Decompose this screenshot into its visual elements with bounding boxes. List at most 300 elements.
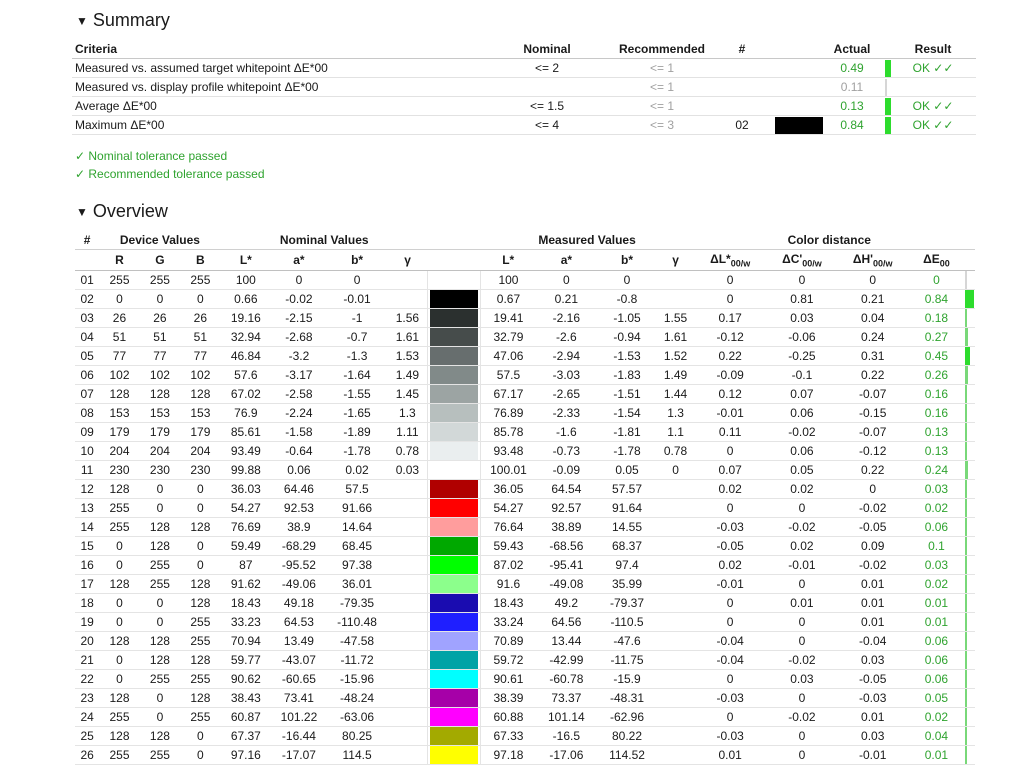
- color-swatch: [430, 366, 478, 384]
- table-row: [75, 385, 975, 404]
- measured-a-cell: 101.14: [536, 708, 597, 727]
- collapse-triangle-icon: ▼: [76, 13, 88, 28]
- delta-l-cell: 0: [694, 499, 767, 518]
- measured-b-cell: 35.99: [597, 575, 658, 594]
- delta-e-cell: 0.02: [908, 499, 965, 518]
- delta-h-cell: 0.03: [837, 651, 908, 670]
- delta-e-cell: 0.03: [908, 480, 965, 499]
- nominal-a-cell: -16.44: [271, 727, 327, 746]
- measured-gamma-cell: 1.1: [657, 423, 693, 442]
- delta-e-bar: [965, 594, 967, 612]
- device-g-cell: 153: [140, 404, 180, 423]
- delta-l-cell: -0.01: [694, 404, 767, 423]
- delta-l-cell: 0: [694, 442, 767, 461]
- nominal-a-cell: -60.65: [271, 670, 327, 689]
- delta-l-cell: 0.17: [694, 309, 767, 328]
- device-r-cell: 0: [99, 670, 139, 689]
- table-row: [75, 423, 975, 442]
- delta-e-bar-cell: [965, 309, 975, 328]
- measured-a-cell: 64.56: [536, 613, 597, 632]
- measured-b-cell: -48.31: [597, 689, 658, 708]
- measured-b-cell: -15.9: [597, 670, 658, 689]
- measured-b-cell: 68.37: [597, 537, 658, 556]
- swatch-cell: [428, 366, 481, 385]
- nominal-b-cell: -1.64: [327, 366, 388, 385]
- table-row: [75, 461, 975, 480]
- device-b-cell: 0: [180, 537, 220, 556]
- measured-gamma-cell: [657, 537, 693, 556]
- delta-e-bar: [965, 556, 967, 574]
- device-b-cell: 128: [180, 518, 220, 537]
- delta-e-bar: [965, 613, 967, 631]
- color-swatch: [430, 594, 478, 612]
- delta-l-cell: 0: [694, 594, 767, 613]
- delta-e-cell: 0.24: [908, 461, 965, 480]
- device-g-cell: 0: [140, 594, 180, 613]
- swatch-cell: [428, 404, 481, 423]
- nominal-l-cell: 59.77: [221, 651, 272, 670]
- delta-h-cell: -0.02: [837, 556, 908, 575]
- device-b-cell: 128: [180, 689, 220, 708]
- delta-e-bar-cell: [965, 347, 975, 366]
- nominal-a-cell: -49.06: [271, 575, 327, 594]
- recommended-header: Recommended: [612, 40, 712, 59]
- nominal-l-cell: 67.02: [221, 385, 272, 404]
- delta-e-bar: [965, 385, 967, 403]
- delta-e-bar-cell: [965, 461, 975, 480]
- delta-e-cell: 0.16: [908, 404, 965, 423]
- device-g-cell: 179: [140, 423, 180, 442]
- delta-c-cell: 0: [767, 727, 838, 746]
- num-cell: 16: [75, 556, 99, 575]
- delta-e-bar-cell: [965, 271, 975, 290]
- nominal-a-cell: 13.49: [271, 632, 327, 651]
- measured-gamma-cell: [657, 575, 693, 594]
- measured-l-cell: 19.41: [480, 309, 536, 328]
- delta-l-cell: -0.04: [694, 632, 767, 651]
- recommended-cell: <= 1: [612, 59, 712, 78]
- measured-a-cell: -68.56: [536, 537, 597, 556]
- delta-e-bar: [965, 518, 967, 536]
- device-b-cell: 153: [180, 404, 220, 423]
- table-row: [75, 746, 975, 765]
- measured-l-cell: 100.01: [480, 461, 536, 480]
- delta-e-cell: 0.84: [908, 290, 965, 309]
- nominal-a-cell: -17.07: [271, 746, 327, 765]
- nominal-gamma-cell: 0.03: [387, 461, 427, 480]
- swatch-cell: [772, 78, 822, 97]
- device-r-cell: 128: [99, 575, 139, 594]
- measured-gamma-cell: 1.44: [657, 385, 693, 404]
- swatch-cell: [428, 328, 481, 347]
- nominal-a-cell: 92.53: [271, 499, 327, 518]
- device-r-cell: 255: [99, 746, 139, 765]
- measured-b-cell: -1.81: [597, 423, 658, 442]
- measured-a-cell: -0.09: [536, 461, 597, 480]
- status-bar-cell: [882, 59, 890, 78]
- nominal-l-cell: 97.16: [221, 746, 272, 765]
- delta-e-cell: 0.1: [908, 537, 965, 556]
- nominal-gamma-cell: 1.56: [387, 309, 427, 328]
- status-bar-cell: [882, 78, 890, 97]
- result-cell: [890, 78, 976, 97]
- nominal-a-cell: -2.15: [271, 309, 327, 328]
- delta-e-bar: [965, 746, 967, 764]
- num-cell: 02: [712, 116, 772, 135]
- delta-e-bar: [965, 309, 967, 327]
- delta-e-bar-cell: [965, 442, 975, 461]
- measured-l-cell: 36.05: [480, 480, 536, 499]
- num-cell: 03: [75, 309, 99, 328]
- delta-e-bar: [965, 347, 970, 365]
- delta-c-cell: 0.81: [767, 290, 838, 309]
- measured-l-cell: 76.64: [480, 518, 536, 537]
- device-r-cell: 255: [99, 708, 139, 727]
- measured-l-cell: 70.89: [480, 632, 536, 651]
- device-g-cell: 255: [140, 670, 180, 689]
- delta-e-cell: 0.16: [908, 385, 965, 404]
- delta-h-cell: 0.04: [837, 309, 908, 328]
- table-row: [75, 518, 975, 537]
- num-cell: 08: [75, 404, 99, 423]
- delta-e-bar: [965, 632, 967, 650]
- num-header: #: [712, 40, 772, 59]
- measured-l-cell: 91.6: [480, 575, 536, 594]
- color-swatch: [430, 518, 478, 536]
- device-r-cell: 255: [99, 271, 139, 290]
- col-nominal-l-header: L*: [221, 250, 272, 271]
- swatch-cell: [428, 575, 481, 594]
- delta-e-bar-cell: [965, 651, 975, 670]
- delta-e-cell: 0.26: [908, 366, 965, 385]
- delta-e-bar: [965, 537, 967, 555]
- device-g-cell: 102: [140, 366, 180, 385]
- nominal-b-cell: 114.5: [327, 746, 388, 765]
- measured-gamma-cell: 1.49: [657, 366, 693, 385]
- device-b-cell: 128: [180, 575, 220, 594]
- table-row: [75, 499, 975, 518]
- measured-l-cell: 76.89: [480, 404, 536, 423]
- delta-e-bar-cell: [965, 689, 975, 708]
- swatch-cell: [428, 442, 481, 461]
- device-r-cell: 153: [99, 404, 139, 423]
- delta-h-cell: 0.31: [837, 347, 908, 366]
- table-row: [75, 480, 975, 499]
- device-b-cell: 230: [180, 461, 220, 480]
- num-cell: 15: [75, 537, 99, 556]
- nominal-b-cell: 36.01: [327, 575, 388, 594]
- col-delta-l-header: $\Delta L*_{00/w}$: [694, 250, 767, 271]
- delta-l-cell: 0.07: [694, 461, 767, 480]
- table-row: [75, 651, 975, 670]
- overview-title: Overview: [92, 201, 168, 221]
- num-cell: [712, 59, 772, 78]
- delta-c-cell: 0.03: [767, 309, 838, 328]
- measured-a-cell: -60.78: [536, 670, 597, 689]
- delta-h-cell: -0.05: [837, 670, 908, 689]
- nominal-a-cell: -2.24: [271, 404, 327, 423]
- device-r-cell: 128: [99, 727, 139, 746]
- device-b-cell: 0: [180, 727, 220, 746]
- measured-a-cell: 13.44: [536, 632, 597, 651]
- nominal-gamma-cell: 1.45: [387, 385, 427, 404]
- nominal-b-cell: -1.55: [327, 385, 388, 404]
- summary-header-row: [72, 40, 976, 59]
- nominal-b-cell: 91.66: [327, 499, 388, 518]
- swatch-cell: [428, 423, 481, 442]
- measured-a-cell: -2.16: [536, 309, 597, 328]
- device-g-cell: 0: [140, 499, 180, 518]
- nominal-gamma-cell: [387, 537, 427, 556]
- num-cell: 18: [75, 594, 99, 613]
- table-row: [75, 613, 975, 632]
- nominal-gamma-cell: [387, 518, 427, 537]
- col-delta-c-header: $\Delta C'_{00/w}$: [767, 250, 838, 271]
- delta-h-cell: -0.02: [837, 499, 908, 518]
- measured-b-cell: -47.6: [597, 632, 658, 651]
- delta-e-bar-cell: [965, 575, 975, 594]
- table-row: [75, 366, 975, 385]
- swatch-cell: [428, 670, 481, 689]
- swatch-cell: [428, 347, 481, 366]
- delta-h-cell: 0.01: [837, 594, 908, 613]
- criteria-cell: Measured vs. assumed target whitepoint ΔE*00: [72, 59, 482, 78]
- summary-section-toggle[interactable]: [76, 10, 170, 31]
- num-cell: 04: [75, 328, 99, 347]
- nominal-gamma-cell: [387, 746, 427, 765]
- criteria-cell: Maximum ΔE*00: [72, 116, 482, 135]
- device-g-cell: 0: [140, 290, 180, 309]
- measured-gamma-cell: 0.78: [657, 442, 693, 461]
- delta-e-bar: [965, 708, 967, 726]
- nominal-l-cell: 60.87: [221, 708, 272, 727]
- nominal-a-cell: 38.9: [271, 518, 327, 537]
- device-g-cell: 128: [140, 537, 180, 556]
- table-row: [75, 442, 975, 461]
- device-g-cell: 128: [140, 651, 180, 670]
- delta-e-cell: 0.06: [908, 651, 965, 670]
- delta-l-cell: 0: [694, 271, 767, 290]
- measured-b-cell: -1.54: [597, 404, 658, 423]
- color-swatch: [430, 575, 478, 593]
- color-swatch: [430, 499, 478, 517]
- nominal-gamma-cell: [387, 689, 427, 708]
- delta-c-cell: 0.03: [767, 670, 838, 689]
- nominal-b-cell: 0: [327, 271, 388, 290]
- table-row: [75, 708, 975, 727]
- overview-section-toggle[interactable]: [76, 201, 168, 222]
- device-r-cell: 0: [99, 651, 139, 670]
- measured-b-cell: -11.75: [597, 651, 658, 670]
- num-cell: 11: [75, 461, 99, 480]
- delta-c-cell: 0: [767, 499, 838, 518]
- swatch-cell: [428, 271, 481, 290]
- delta-c-cell: 0.06: [767, 404, 838, 423]
- nominal-l-cell: 38.43: [221, 689, 272, 708]
- result-cell: OK ✓✓: [890, 116, 976, 135]
- delta-e-bar: [965, 328, 968, 346]
- nominal-a-cell: 73.41: [271, 689, 327, 708]
- measured-b-cell: 114.52: [597, 746, 658, 765]
- device-b-cell: 204: [180, 442, 220, 461]
- criteria-cell: Average ΔE*00: [72, 97, 482, 116]
- num-cell: 26: [75, 746, 99, 765]
- nominal-gamma-cell: [387, 651, 427, 670]
- col-measured-a-header: a*: [536, 250, 597, 271]
- swatch-cell: [428, 518, 481, 537]
- num-cell: 25: [75, 727, 99, 746]
- nominal-l-cell: 19.16: [221, 309, 272, 328]
- measured-gamma-cell: 0: [657, 461, 693, 480]
- color-swatch: [430, 385, 478, 403]
- actual-cell: 0.84: [822, 116, 882, 135]
- measured-l-cell: 59.72: [480, 651, 536, 670]
- measured-l-cell: 67.33: [480, 727, 536, 746]
- measured-gamma-cell: [657, 651, 693, 670]
- measured-gamma-cell: [657, 480, 693, 499]
- measured-l-cell: 38.39: [480, 689, 536, 708]
- measured-b-cell: -0.8: [597, 290, 658, 309]
- criteria-cell: Measured vs. display profile whitepoint ΔE*00: [72, 78, 482, 97]
- table-row: [75, 537, 975, 556]
- delta-c-cell: -0.01: [767, 556, 838, 575]
- device-g-cell: 51: [140, 328, 180, 347]
- measured-a-cell: -42.99: [536, 651, 597, 670]
- nominal-b-cell: -1.89: [327, 423, 388, 442]
- measured-l-cell: 87.02: [480, 556, 536, 575]
- delta-e-bar-cell: [965, 727, 975, 746]
- nominal-b-cell: 0.02: [327, 461, 388, 480]
- device-r-cell: 0: [99, 537, 139, 556]
- device-b-cell: 51: [180, 328, 220, 347]
- table-row: [75, 575, 975, 594]
- device-g-cell: 128: [140, 518, 180, 537]
- delta-h-cell: -0.01: [837, 746, 908, 765]
- color-swatch: [430, 537, 478, 555]
- swatch-cell: [428, 385, 481, 404]
- delta-e-bar-cell: [965, 404, 975, 423]
- delta-e-cell: 0.03: [908, 556, 965, 575]
- num-cell: 10: [75, 442, 99, 461]
- swatch-cell: [428, 708, 481, 727]
- nominal-cell: <= 4: [482, 116, 612, 135]
- measured-l-cell: 47.06: [480, 347, 536, 366]
- delta-l-cell: 0.01: [694, 746, 767, 765]
- device-b-cell: 128: [180, 385, 220, 404]
- measured-l-cell: 59.43: [480, 537, 536, 556]
- table-row: [75, 290, 975, 309]
- recommended-cell: <= 1: [612, 78, 712, 97]
- measured-a-cell: 64.54: [536, 480, 597, 499]
- device-b-cell: 255: [180, 271, 220, 290]
- delta-e-bar-cell: [965, 290, 975, 309]
- device-g-cell: 0: [140, 708, 180, 727]
- nominal-gamma-cell: [387, 271, 427, 290]
- col-delta-e-header: $\Delta E_{00}$: [908, 250, 965, 271]
- measured-gamma-cell: [657, 708, 693, 727]
- delta-e-cell: 0.06: [908, 632, 965, 651]
- result-cell: OK ✓✓: [890, 97, 976, 116]
- measured-gamma-cell: [657, 271, 693, 290]
- nominal-l-cell: 70.94: [221, 632, 272, 651]
- measured-a-cell: -49.08: [536, 575, 597, 594]
- measured-gamma-cell: [657, 518, 693, 537]
- nominal-b-cell: -48.24: [327, 689, 388, 708]
- measured-l-cell: 0.67: [480, 290, 536, 309]
- table-row: [75, 689, 975, 708]
- delta-e-bar: [965, 271, 967, 289]
- delta-c-cell: 0: [767, 575, 838, 594]
- delta-c-cell: 0.01: [767, 594, 838, 613]
- device-g-cell: 255: [140, 575, 180, 594]
- swatch-cell: [428, 290, 481, 309]
- nominal-gamma-cell: [387, 290, 427, 309]
- nominal-l-cell: 33.23: [221, 613, 272, 632]
- num-cell: [712, 97, 772, 116]
- status-bar-cell: [882, 97, 890, 116]
- delta-e-cell: 0.02: [908, 708, 965, 727]
- table-row: [75, 727, 975, 746]
- device-r-cell: 0: [99, 613, 139, 632]
- swatch-cell: [772, 59, 822, 78]
- measured-a-cell: 0: [536, 271, 597, 290]
- delta-c-cell: 0.02: [767, 480, 838, 499]
- delta-l-cell: 0: [694, 613, 767, 632]
- device-r-cell: 204: [99, 442, 139, 461]
- num-cell: 21: [75, 651, 99, 670]
- color-swatch: [430, 556, 478, 574]
- device-b-cell: 0: [180, 499, 220, 518]
- nominal-gamma-cell: [387, 575, 427, 594]
- nominal-l-cell: 36.03: [221, 480, 272, 499]
- measured-gamma-cell: [657, 670, 693, 689]
- num-cell: 12: [75, 480, 99, 499]
- measured-gamma-cell: [657, 613, 693, 632]
- delta-e-cell: 0.02: [908, 575, 965, 594]
- delta-c-cell: -0.02: [767, 708, 838, 727]
- color-swatch: [430, 480, 478, 498]
- swatch-cell: [428, 613, 481, 632]
- delta-e-bar-cell: [965, 670, 975, 689]
- delta-c-cell: 0: [767, 632, 838, 651]
- device-r-cell: 102: [99, 366, 139, 385]
- measured-b-cell: -0.94: [597, 328, 658, 347]
- status-bar: [885, 79, 887, 96]
- delta-c-cell: -0.25: [767, 347, 838, 366]
- delta-h-cell: 0.01: [837, 613, 908, 632]
- device-b-cell: 0: [180, 556, 220, 575]
- nominal-b-cell: -1.3: [327, 347, 388, 366]
- actual-cell: 0.49: [822, 59, 882, 78]
- measured-a-cell: -3.03: [536, 366, 597, 385]
- delta-c-cell: -0.02: [767, 518, 838, 537]
- delta-e-bar: [965, 366, 968, 384]
- device-r-cell: 77: [99, 347, 139, 366]
- delta-l-cell: -0.05: [694, 537, 767, 556]
- table-row: [75, 404, 975, 423]
- table-row: [75, 594, 975, 613]
- summary-title: Summary: [92, 10, 170, 30]
- nominal-a-cell: 64.46: [271, 480, 327, 499]
- measured-l-cell: 100: [480, 271, 536, 290]
- summary-table: [72, 40, 976, 135]
- nominal-b-cell: 57.5: [327, 480, 388, 499]
- device-g-cell: 128: [140, 632, 180, 651]
- nominal-a-cell: -68.29: [271, 537, 327, 556]
- device-b-cell: 179: [180, 423, 220, 442]
- delta-c-cell: -0.02: [767, 423, 838, 442]
- measured-gamma-cell: [657, 632, 693, 651]
